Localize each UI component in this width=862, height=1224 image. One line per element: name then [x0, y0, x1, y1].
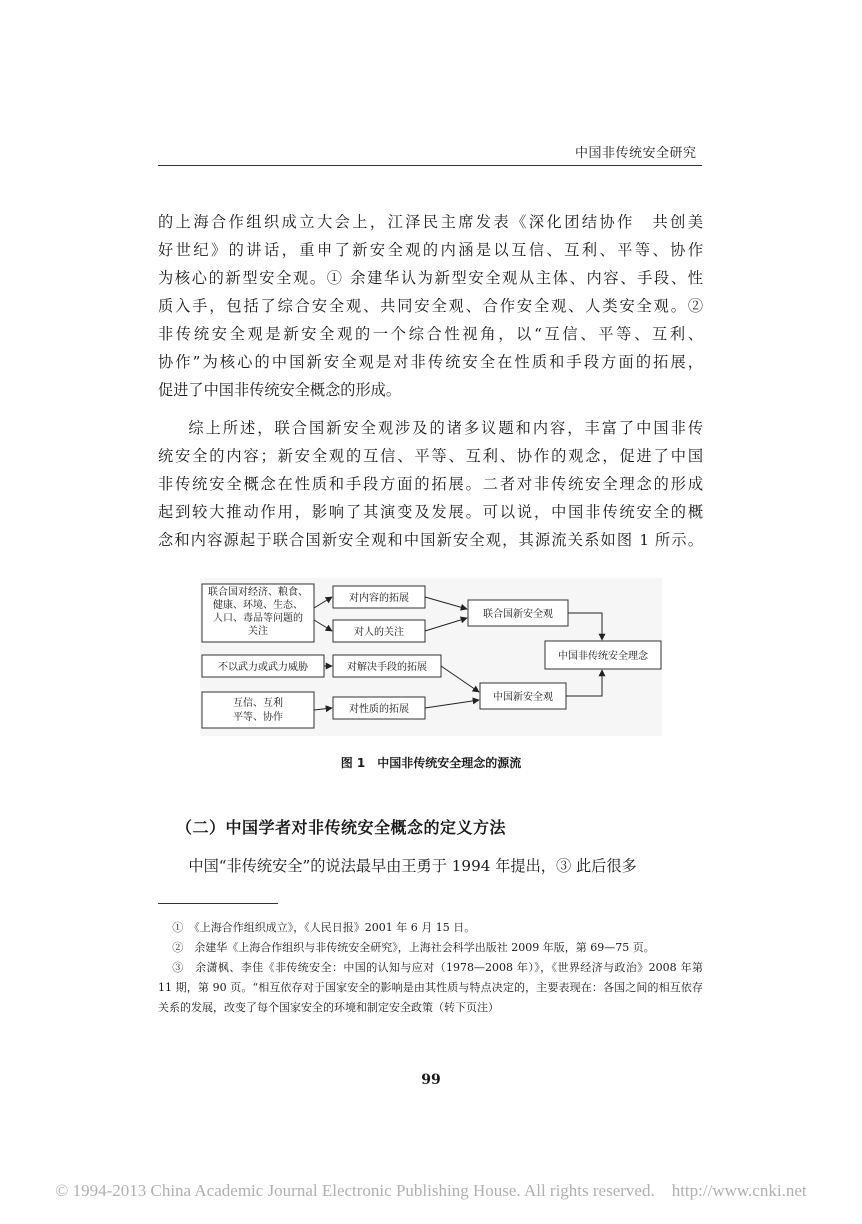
source-box-concerns-line: 联合国对经济、粮食、 [208, 587, 308, 598]
footnotes [158, 918, 703, 1018]
un-new-security-label: 联合国新安全观 [483, 609, 553, 620]
header-rule [158, 165, 702, 166]
mid-box-nature-label: 对性质的拓展 [349, 704, 409, 715]
source-box-no-force-label: 不以武力或武力威胁 [218, 662, 308, 673]
body-line: 统安全的内容；新安全观的互信、平等、互利、协作的观念，促进了中国 [158, 447, 703, 465]
body-line: 促进了中国非传统安全概念的形成。 [158, 381, 401, 399]
body-line: 非传统安全观是新安全观的一个综合性视角，以“互信、平等、互利、 [158, 325, 703, 343]
mid-box-people-label: 对人的关注 [354, 627, 404, 638]
source-box-mutual-trust-line: 互信、互利 [233, 698, 283, 709]
mid-box-means-label: 对解决手段的拓展 [347, 662, 427, 673]
body-line: 的上海合作组织成立大会上，江泽民主席发表《深化团结协作 共创美 [158, 213, 703, 231]
body-line: 念和内容源起于联合国新安全观和中国新安全观，其源流关系如图 1 所示。 [158, 531, 703, 549]
final-concept-label: 中国非传统安全理念 [558, 651, 648, 662]
source-box-concerns-line: 关注 [248, 626, 268, 637]
mid-box-content-label: 对内容的拓展 [349, 593, 409, 604]
body-line: 好世纪》的讲话，重申了新安全观的内涵是以互信、互利、平等、协作 [158, 241, 703, 259]
figure-caption: 图 1 中国非传统安全理念的源流 [340, 756, 522, 770]
source-box-concerns-line: 健康、环境、生态、 [213, 600, 303, 611]
china-new-security-label: 中国新安全观 [493, 692, 553, 703]
source-box-concerns-line: 人口、毒品等问题的 [213, 613, 303, 624]
source-flow-figure [200, 578, 662, 736]
body-line: 起到较大推动作用，影响了其演变及发展。可以说，中国非传统安全的概 [158, 503, 703, 521]
body-line: 为核心的新型安全观。① 余建华认为新型安全观从主体、内容、手段、性 [158, 269, 703, 287]
body-line: 质入手，包括了综合安全观、共同安全观、合作安全观、人类安全观。② [158, 297, 703, 315]
footnote-rule [158, 903, 278, 904]
section-heading: （二）中国学者对非传统安全概念的定义方法 [176, 818, 507, 837]
footnote: ① 《上海合作组织成立》，《人民日报》2001 年 6 月 15 日。 [172, 921, 476, 934]
body-line: 协作”为核心的中国新安全观是对非传统安全在性质和手段方面的拓展， [158, 353, 703, 371]
page-number: 99 [421, 1072, 441, 1088]
body-line: 综上所述，联合国新安全观涉及的诸多议题和内容，丰富了中国非传 [188, 419, 703, 437]
body-line: 非传统安全概念在性质和手段方面的拓展。二者对非传统安全理念的形成 [158, 475, 703, 493]
body-line: 中国“非传统安全”的说法最早由王勇于 1994 年提出，③ 此后很多 [188, 857, 637, 875]
source-box-mutual-trust-line: 平等、协作 [233, 712, 283, 723]
footnote: ② 余建华《上海合作组织与非传统安全研究》，上海社会科学出版社 2009 年版，第 69—75 页。 [172, 941, 655, 954]
footnote: ③ 余潇枫、李佳《非传统安全：中国的认知与应对（1978—2008 年）》，《世界经济与政治》2008 年第 11 期，第 90 页。“相互依存对于国家安全的影响是由其性质与特点决定的，主要表现在：各国之间的相互依存关系的发展，改变了每个国家安全的环境和制定安全政策（转下页注） [158, 961, 703, 1014]
copyright-watermark: © 1994-2013 China Academic Journal Electronic Publishing House. All rights reserved. http://www.cnki.net [55, 1181, 807, 1200]
running-head: 中国非传统安全研究 [575, 146, 697, 161]
